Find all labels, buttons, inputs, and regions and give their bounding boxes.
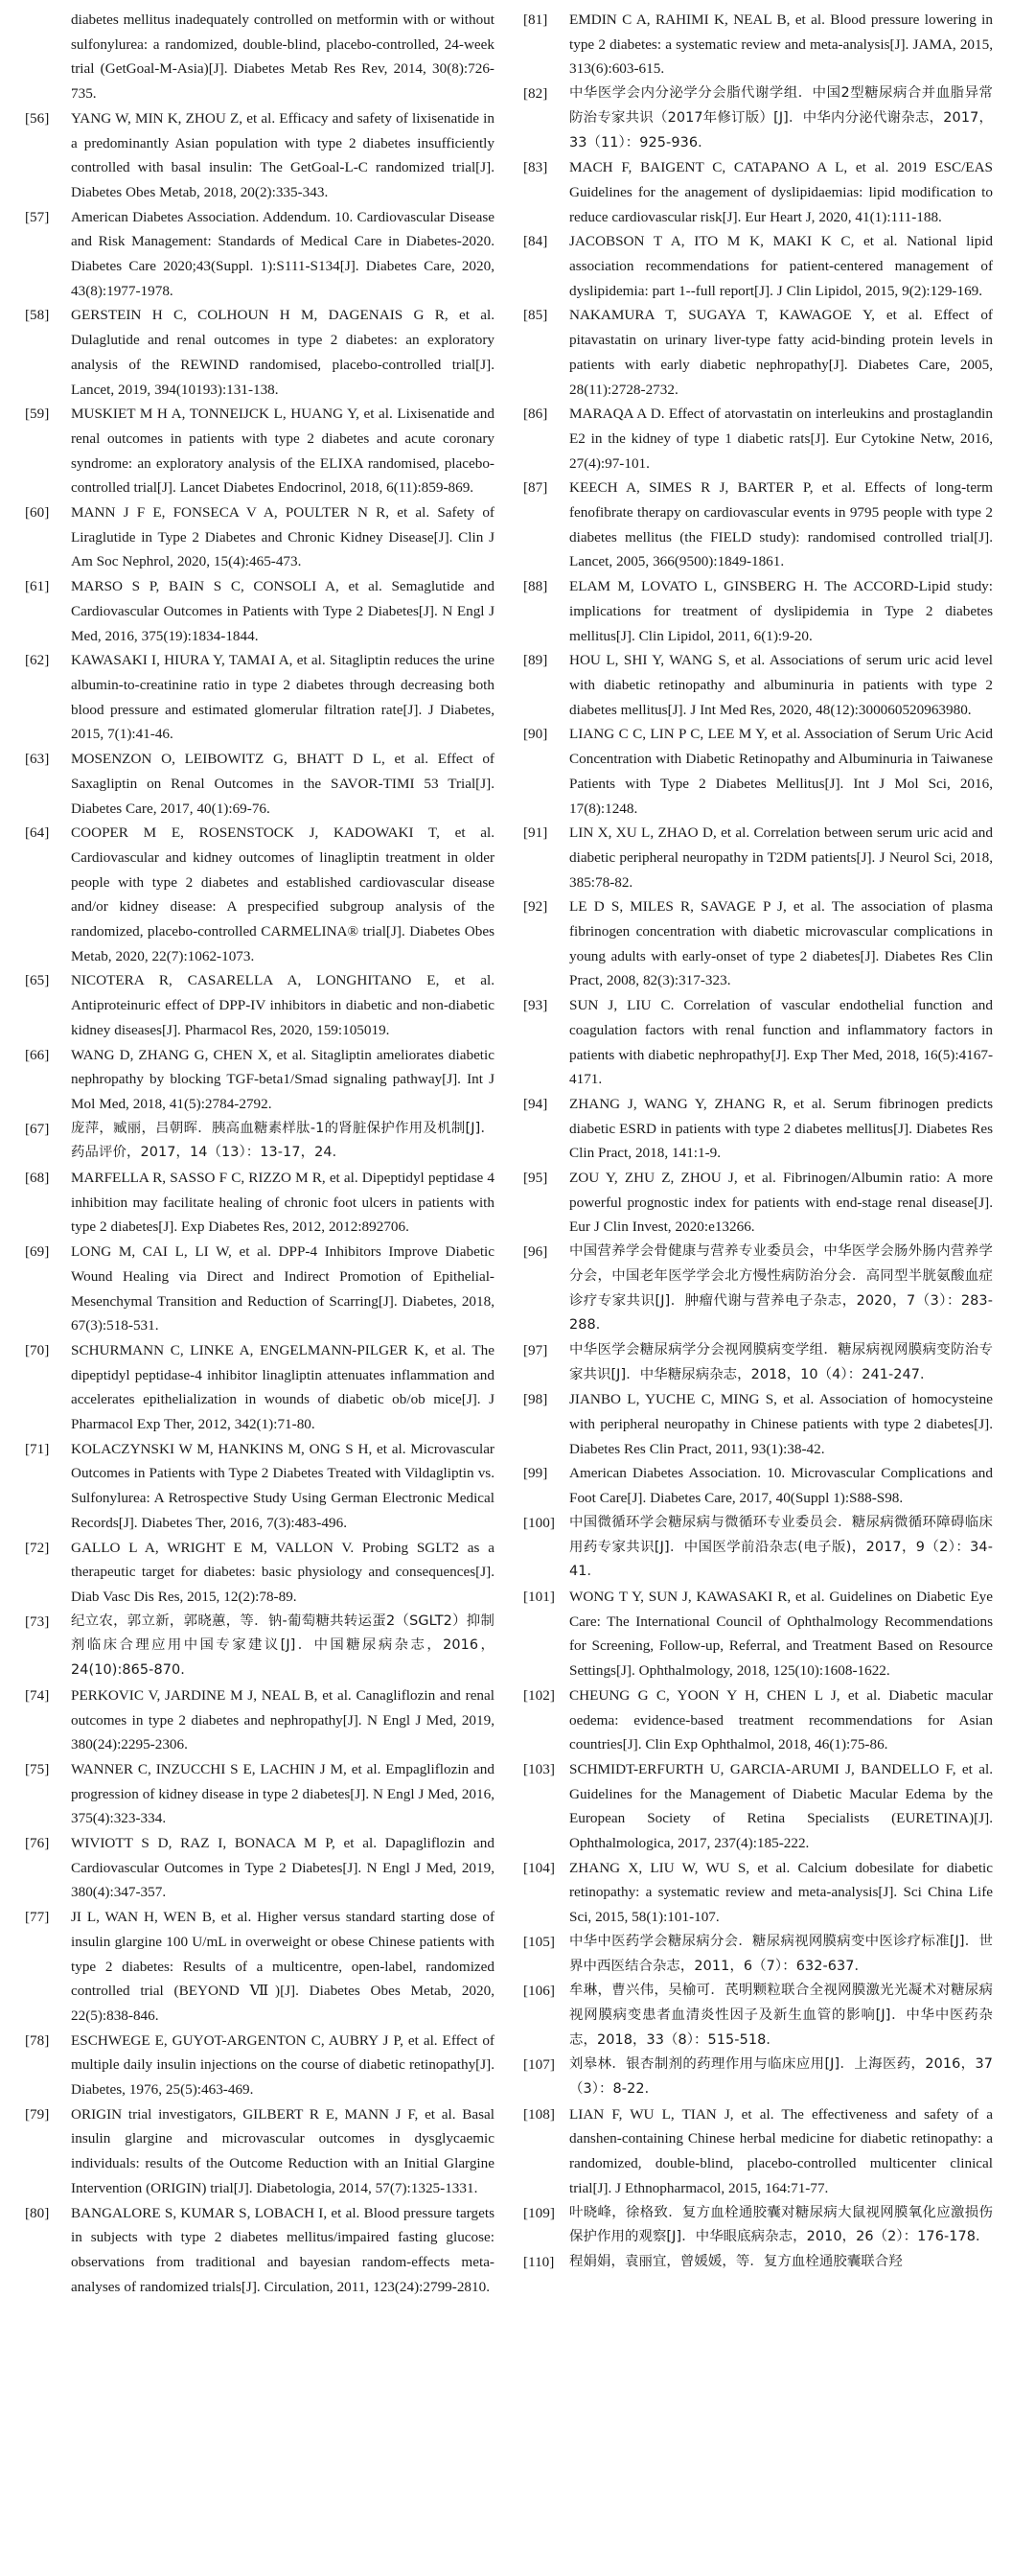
reference-text: NAKAMURA T, SUGAYA T, KAWAGOE Y, et al. Effect of pitavastatin on urinary liver-type fatty acid-binding protein levels in patients with early diabetic nephropathy[J]. Diabetes Care, 2005, 28(11):2728-2732.	[569, 307, 993, 398]
reference-entry	[21, 1166, 494, 1240]
reference-number: [61]	[25, 578, 50, 595]
reference-text: HOU L, SHI Y, WANG S, et al. Associations of serum uric acid level with diabetic retinopathy and albuminuria in patients with type 2 diabetes mellitus[J]. J Int Med Res, 2020, 48(12):300060520963980.	[569, 652, 993, 718]
reference-number: [71]	[25, 1440, 50, 1457]
reference-text: diabetes mellitus inadequately controlled on metformin with or without sulfonylurea: a randomized, double-blind, placebo-controlled, 24-week trial (GetGoal-M-Asia)[J]. Diabetes Metab Res Rev, 2014, 30(8):726-735.	[71, 12, 494, 103]
reference-entry	[21, 1610, 494, 1683]
reference-number: [99]	[523, 1465, 548, 1482]
reference-number: [79]	[25, 2105, 50, 2123]
reference-entry	[519, 1092, 993, 1166]
reference-number: [97]	[523, 1341, 548, 1358]
reference-number: [78]	[25, 2031, 50, 2049]
reference-number: [62]	[25, 652, 50, 669]
reference-entry	[519, 2201, 993, 2250]
reference-number: [70]	[25, 1341, 50, 1358]
reference-number: [82]	[523, 85, 548, 103]
reference-text: MANN J F E, FONSECA V A, POULTER N R, et al. Safety of Liraglutide in Type 2 Diabetes and Chronic Kidney Disease[J]. Clin J Am Soc Nephrol, 2020, 15(4):465-473.	[71, 504, 494, 570]
reference-text: ZOU Y, ZHU Z, ZHOU J, et al. Fibrinogen/Albumin ratio: A more powerful prognostic index for patients with end-stage renal disease[J]. Eur J Clin Invest, 2020:e13266.	[569, 1170, 993, 1236]
reference-text: JIANBO L, YUCHE C, MING S, et al. Association of homocysteine with peripheral neuropathy in Chinese patients with type 2 diabetes[J]. Diabetes Res Clin Pract, 2011, 93(1):38-42.	[569, 1391, 993, 1457]
reference-number: [67]	[25, 1120, 50, 1137]
reference-entry	[519, 821, 993, 894]
reference-text: 叶晓峰，徐格致．复方血栓通胶囊对糖尿病大鼠视网膜氧化应激损伤保护作用的观察[J]．中华眼底病杂志，2010，26（2）：176-178．	[569, 2204, 993, 2245]
reference-entry	[519, 1511, 993, 1585]
reference-entry	[519, 2102, 993, 2201]
reference-number: [63]	[25, 751, 50, 768]
reference-number: [59]	[25, 406, 50, 423]
reference-number: [101]	[523, 1589, 555, 1605]
reference-text: BANGALORE S, KUMAR S, LOBACH I, et al. Blood pressure targets in subjects with type 2 diabetes mellitus/impaired fasting glucose: observations from traditional and bayesian random-effects meta-analyses of randomized trials[J]. Circulation, 2011, 123(24):2799-2810.	[71, 2204, 494, 2295]
reference-entry	[21, 1338, 494, 1437]
reference-text: ESCHWEGE E, GUYOT-ARGENTON C, AUBRY J P, et al. Effect of multiple daily insulin injections on the course of diabetic retinopathy[J]. Diabetes, 1976, 25(5):463-469.	[71, 2031, 494, 2099]
reference-text: MOSENZON O, LEIBOWITZ G, BHATT D L, et al. Effect of Saxagliptin on Renal Outcomes in the SAVOR-TIMI 53 Trial[J]. Diabetes Care, 2017, 40(1):69-76.	[71, 751, 494, 817]
reference-entry	[21, 2201, 494, 2300]
reference-text: CHEUNG G C, YOON Y H, CHEN L J, et al. Diabetic macular oedema: evidence-based treatment recommendations for Asian countries[J]. Clin Exp Ophthalmol, 2018, 46(1):75-86.	[569, 1686, 993, 1753]
reference-text: GALLO L A, WRIGHT E M, VALLON V. Probing SGLT2 as a therapeutic target for diabetes: basic physiology and consequences[J]. Diab Vasc Dis Res, 2015, 12(2):78-89.	[71, 1539, 494, 1605]
reference-text: ZHANG X, LIU W, WU S, et al. Calcium dobesilate for diabetic retinopathy: a systematic review and meta-analysis[J]. Sci China Life Sci, 2015, 58(1):101-107.	[569, 1859, 993, 1926]
reference-text: ORIGIN trial investigators, GILBERT R E, MANN J F, et al. Basal insulin glargine and microvascular outcomes in dysglycaemic individuals: results of the Outcome Reduction with an Initial Glargine Intervention (ORIGIN) trial[J]. Diabetologia, 2014, 57(7):1325-1331.	[71, 2105, 494, 2196]
reference-entry	[21, 8, 494, 106]
reference-entry	[21, 574, 494, 648]
left-column	[21, 8, 494, 2576]
reference-text: 中华医学会糖尿病学分会视网膜病变学组．糖尿病视网膜病变防治专家共识[J]．中华糖尿病杂志，2018，10（4）：241-247．	[569, 1341, 993, 1382]
reference-number: [104]	[523, 1859, 555, 1876]
reference-number: [64]	[25, 824, 50, 842]
reference-entry	[21, 1117, 494, 1166]
reference-text: LE D S, MILES R, SAVAGE P J, et al. The association of plasma fibrinogen concentration with diabetic microvascular complications in young adults with early-onset of type 2 diabetes[J]. Diabetes Res Clin Pract, 2008, 82(3):317-323.	[569, 898, 993, 989]
reference-text: SCHMIDT-ERFURTH U, GARCIA-ARUMI J, BANDELLO F, et al. Guidelines for the Management of Diabetic Macular Edema by the European Society of Retina Specialists (EURETINA)[J]. Ophthalmologica, 2017, 237(4):185-222.	[569, 1760, 993, 1852]
reference-entry	[519, 1683, 993, 1757]
reference-text: MACH F, BAIGENT C, CATAPANO A L, et al. 2019 ESC/EAS Guidelines for the anagement of dyslipidaemias: lipid modification to reduce cardiovascular risk[J]. Eur Heart J, 2020, 41(1):111-188.	[569, 159, 993, 225]
reference-text: COOPER M E, ROSENSTOCK J, KADOWAKI T, et al. Cardiovascular and kidney outcomes of linagliptin treatment in older people with type 2 diabetes and established cardiovascular disease and/or kidney disease: A prespecified subgroup analysis of the randomized, placebo-controlled CARMELINA® trial[J]. Diabetes Obes Metab, 2020, 22(7):1062-1073.	[71, 824, 494, 964]
reference-text: JACOBSON T A, ITO M K, MAKI K C, et al. National lipid association recommendations for patient-centered management of dyslipidemia: part 1--full report[J]. J Clin Lipidol, 2015, 9(2):129-169.	[569, 233, 993, 299]
reference-number: [84]	[523, 233, 548, 250]
reference-entry	[21, 402, 494, 500]
reference-entry	[519, 2250, 993, 2275]
reference-text: MARAQA A D. Effect of atorvastatin on interleukins and prostaglandin E2 in the kidney of type 1 diabetic rats[J]. Eur Cytokine Netw, 2016, 27(4):97-101.	[569, 406, 993, 472]
reference-number: [105]	[523, 1933, 555, 1950]
reference-text: KOLACZYNSKI W M, HANKINS M, ONG S H, et al. Microvascular Outcomes in Patients with Type 2 Diabetes Treated with Vildagliptin vs. Sulfonylurea: A Retrospective Study Using German Electronic Medical Records[J]. Diabetes Ther, 2016, 7(3):483-496.	[71, 1440, 494, 1531]
reference-number: [96]	[523, 1243, 548, 1261]
reference-number: [68]	[25, 1170, 50, 1187]
reference-text: EMDIN C A, RAHIMI K, NEAL B, et al. Blood pressure lowering in type 2 diabetes: a systematic review and meta-analysis[J]. JAMA, 2015, 313(6):603-615.	[569, 12, 993, 78]
reference-number: [60]	[25, 504, 50, 522]
reference-number: [69]	[25, 1243, 50, 1261]
reference-text: 中国微循环学会糖尿病与微循环专业委员会．糖尿病微循环障碍临床用药专家共识[J]．中国医学前沿杂志(电子版)，2017，9（2）：34-41．	[569, 1514, 993, 1580]
reference-entry	[21, 500, 494, 574]
reference-number: [90]	[523, 726, 548, 743]
reference-entry	[21, 648, 494, 747]
reference-text: American Diabetes Association. Addendum. 10. Cardiovascular Disease and Risk Management: Standards of Medical Care in Diabetes-2020. Diabetes Care 2020;43(Suppl. 1):S111-S134[J]. Diabetes Care, 2020, 43(8):1977-1978.	[71, 208, 494, 299]
reference-entry	[21, 1536, 494, 1610]
reference-entry	[519, 155, 993, 229]
reference-number: [94]	[523, 1095, 548, 1112]
reference-number: [98]	[523, 1391, 548, 1408]
reference-text: KEECH A, SIMES R J, BARTER P, et al. Effects of long-term fenofibrate therapy on cardiovascular events in 9795 people with type 2 diabetes mellitus (the FIELD study): randomised controlled trial[J]. Lancet, 2005, 366(9500):1849-1861.	[569, 479, 993, 570]
reference-number: [85]	[523, 307, 548, 324]
reference-text: 牟琳，曹兴伟，吴榆可．芪明颗粒联合全视网膜激光光凝术对糖尿病视网膜病变患者血清炎性因子及新生血管的影响[J]．中华中医药杂志，2018，33（8）：515-518．	[569, 1983, 993, 2048]
reference-text: PERKOVIC V, JARDINE M J, NEAL B, et al. Canagliflozin and renal outcomes in type 2 diabetes and nephropathy[J]. N Engl J Med, 2019, 380(24):2295-2306.	[71, 1686, 494, 1753]
reference-entry	[21, 2102, 494, 2201]
reference-entry	[519, 1166, 993, 1240]
reference-text: 庞萍，臧丽，吕朝晖．胰高血糖素样肽-1的肾脏保护作用及机制[J]．药品评价，2017，14（13）：13-17，24．	[71, 1120, 494, 1161]
reference-entry	[519, 1585, 993, 1683]
reference-entry	[21, 1831, 494, 1905]
reference-text: LIANG C C, LIN P C, LEE M Y, et al. Association of Serum Uric Acid Concentration with Diabetic Retinopathy and Albuminuria in Taiwanese Patients with Type 2 Diabetes Mellitus[J]. Int J Mol Sci, 2016, 17(8):1248.	[569, 726, 993, 817]
reference-text: 中华医学会内分泌学分会脂代谢学组．中国2型糖尿病合并血脂异常防治专家共识（2017年修订版）[J]．中华内分泌代谢杂志，2017，33（11）：925-936．	[569, 85, 993, 151]
reference-text: WONG T Y, SUN J, KAWASAKI R, et al. Guidelines on Diabetic Eye Care: The International Council of Ophthalmology Recommendations for Screening, Follow-up, Referral, and Treatment Based on Resource Settings[J]. Ophthalmology, 2018, 125(10):1608-1622.	[569, 1589, 993, 1680]
reference-number: [66]	[25, 1046, 50, 1063]
reference-entry	[519, 574, 993, 648]
reference-text: KAWASAKI I, HIURA Y, TAMAI A, et al. Sitagliptin reduces the urine albumin-to-creatinine ratio in type 2 diabetes through decreasing both blood pressure and estimated glomerular filtration rate[J]. J Diabetes, 2015, 7(1):41-46.	[71, 652, 494, 743]
reference-text: SUN J, LIU C. Correlation of vascular endothelial function and coagulation factors with renal function and inflammatory factors in patients with diabetic nephropathy[J]. Exp Ther Med, 2018, 16(5):4167-4171.	[569, 997, 993, 1088]
reference-text: MARFELLA R, SASSO F C, RIZZO M R, et al. Dipeptidyl peptidase 4 inhibition may facilitate healing of chronic foot ulcers in patients with type 2 diabetes[J]. Exp Diabetes Res, 2012, 2012:892706.	[71, 1170, 494, 1236]
reference-entry	[21, 747, 494, 821]
reference-number: [91]	[523, 824, 548, 842]
reference-text: NICOTERA R, CASARELLA A, LONGHITANO E, et al. Antiproteinuric effect of DPP-IV inhibitors in diabetic and non-diabetic kidney diseases[J]. Pharmacol Res, 2020, 159:105019.	[71, 972, 494, 1038]
reference-entry	[519, 722, 993, 821]
reference-number: [77]	[25, 1909, 50, 1926]
reference-entry	[519, 993, 993, 1092]
reference-text: ELAM M, LOVATO L, GINSBERG H. The ACCORD-Lipid study: implications for treatment of dyslipidemia in Type 2 diabetes mellitus[J]. Clin Lipidol, 2011, 6(1):9-20.	[569, 578, 993, 644]
reference-number: [106]	[523, 1983, 555, 2000]
reference-entry	[519, 303, 993, 402]
reference-entry	[21, 205, 494, 304]
reference-number: [58]	[25, 307, 50, 324]
reference-number: [80]	[25, 2204, 50, 2221]
reference-entry	[519, 648, 993, 722]
reference-number: [88]	[523, 578, 548, 595]
reference-number: [74]	[25, 1686, 50, 1704]
reference-entry	[519, 2053, 993, 2101]
reference-number: [89]	[523, 652, 548, 669]
reference-number: [108]	[523, 2105, 555, 2123]
reference-text: American Diabetes Association. 10. Microvascular Complications and Foot Care[J]. Diabetes Care, 2017, 40(Suppl 1):S88-S98.	[569, 1465, 993, 1507]
reference-entry	[21, 1240, 494, 1338]
reference-number: [110]	[523, 2253, 555, 2270]
reference-text: MUSKIET M H A, TONNEIJCK L, HUANG Y, et al. Lixisenatide and renal outcomes in patients with type 2 diabetes and acute coronary syndrome: an exploratory analysis of the ELIXA randomised, placebo-controlled trial[J]. Lancet Diabetes Endocrinol, 2018, 6(11):859-869.	[71, 406, 494, 497]
reference-text: WIVIOTT S D, RAZ I, BONACA M P, et al. Dapagliflozin and Cardiovascular Outcomes in Type 2 Diabetes[J]. N Engl J Med, 2019, 380(4):347-357.	[71, 1835, 494, 1901]
reference-number: [95]	[523, 1170, 548, 1187]
reference-entry	[21, 1757, 494, 1831]
reference-text: LIN X, XU L, ZHAO D, et al. Correlation between serum uric acid and diabetic peripheral neuropathy in T2DM patients[J]. J Neurol Sci, 2018, 385:78-82.	[569, 824, 993, 891]
reference-entry	[21, 303, 494, 402]
reference-text: 程娟娟，袁丽宜，曾媛媛，等．复方血栓通胶囊联合羟	[569, 2253, 903, 2269]
reference-entry	[21, 1683, 494, 1757]
reference-text: JI L, WAN H, WEN B, et al. Higher versus standard starting dose of insulin glargine 100 U/mL in overweight or obese Chinese patients with type 2 diabetes: Results of a multicentre, open-label, randomized controlled trial (BEYOND Ⅶ)[J]. Diabetes Obes Metab, 2020, 22(5):838-846.	[71, 1909, 494, 2024]
reference-number: [75]	[25, 1760, 50, 1777]
right-column	[519, 8, 993, 2576]
reference-entry	[519, 1930, 993, 1979]
reference-entry	[519, 1461, 993, 1510]
reference-entry	[21, 2029, 494, 2102]
reference-entry	[519, 1338, 993, 1387]
reference-entry	[519, 402, 993, 476]
reference-entry	[519, 1757, 993, 1856]
reference-number: [56]	[25, 109, 50, 127]
reference-entry	[21, 106, 494, 205]
reference-number: [72]	[25, 1539, 50, 1556]
reference-entry	[21, 1043, 494, 1117]
reference-text: 中华中医药学会糖尿病分会．糖尿病视网膜病变中医诊疗标准[J]．世界中西医结合杂志，2011，6（7）：632-637．	[569, 1933, 993, 1974]
reference-entry	[21, 968, 494, 1042]
reference-entry	[519, 229, 993, 303]
reference-number: [83]	[523, 159, 548, 176]
reference-number: [65]	[25, 972, 50, 989]
reference-text: YANG W, MIN K, ZHOU Z, et al. Efficacy and safety of lixisenatide in a predominantly Asian population with type 2 diabetes insufficiently controlled with basal insulin: The GetGoal-L-C randomized trial[J]. Diabetes Obes Metab, 2018, 20(2):335-343.	[71, 109, 494, 200]
reference-number: [76]	[25, 1835, 50, 1852]
reference-text: GERSTEIN H C, COLHOUN H M, DAGENAIS G R, et al. Dulaglutide and renal outcomes in type 2 diabetes: an exploratory analysis of the REWIND randomised, placebo-controlled trial[J]. Lancet, 2019, 394(10193):131-138.	[71, 307, 494, 398]
reference-entry	[519, 8, 993, 81]
reference-text: WANNER C, INZUCCHI S E, LACHIN J M, et al. Empagliflozin and progression of kidney disease in type 2 diabetes[J]. N Engl J Med, 2016, 375(4):323-334.	[71, 1760, 494, 1827]
reference-entry	[519, 81, 993, 155]
reference-number: [109]	[523, 2204, 555, 2221]
reference-text: WANG D, ZHANG G, CHEN X, et al. Sitagliptin ameliorates diabetic nephropathy by blocking TGF-beta1/Smad signaling pathway[J]. Int J Mol Med, 2018, 41(5):2784-2792.	[71, 1046, 494, 1112]
reference-entry	[519, 1856, 993, 1930]
reference-number: [103]	[523, 1760, 555, 1777]
reference-text: 刘皋林．银杏制剂的药理作用与临床应用[J]．上海医药，2016，37（3）：8-22．	[569, 2056, 993, 2098]
reference-entry	[519, 894, 993, 993]
reference-entry	[21, 1437, 494, 1536]
reference-number: [81]	[523, 12, 548, 28]
reference-number: [92]	[523, 898, 548, 916]
reference-number: [86]	[523, 406, 548, 423]
reference-number: [100]	[523, 1514, 555, 1531]
reference-text: LONG M, CAI L, LI W, et al. DPP-4 Inhibitors Improve Diabetic Wound Healing via Direct and Indirect Promotion of Epithelial-Mesenchymal Transition and Reduction of Scarring[J]. Diabetes, 2018, 67(3):518-531.	[71, 1243, 494, 1334]
reference-text: SCHURMANN C, LINKE A, ENGELMANN-PILGER K, et al. The dipeptidyl peptidase-4 inhibitor linagliptin attenuates inflammation and accelerates epithelialization in wounds of diabetic ob/ob mice[J]. J Pharmacol Exp Ther, 2012, 342(1):71-80.	[71, 1341, 494, 1433]
reference-entry	[519, 476, 993, 574]
reference-text: LIAN F, WU L, TIAN J, et al. The effectiveness and safety of a danshen-containing Chinese herbal medicine for diabetic retinopathy: a randomized, double-blind, placebo-controlled multicenter clinical trial[J]. J Ethnopharmacol, 2015, 164:71-77.	[569, 2105, 993, 2196]
reference-number: [107]	[523, 2056, 555, 2074]
reference-number: [93]	[523, 997, 548, 1014]
reference-number: [87]	[523, 479, 548, 497]
reference-text: MARSO S P, BAIN S C, CONSOLI A, et al. Semaglutide and Cardiovascular Outcomes in Patients with Type 2 Diabetes[J]. N Engl J Med, 2016, 375(19):1834-1844.	[71, 578, 494, 644]
reference-entry	[519, 1240, 993, 1338]
reference-entry	[21, 1905, 494, 2029]
reference-entry	[519, 1387, 993, 1461]
reference-number: [57]	[25, 208, 50, 225]
reference-text: ZHANG J, WANG Y, ZHANG R, et al. Serum fibrinogen predicts diabetic ESRD in patients with type 2 diabetes mellitus[J]. Diabetes Res Clin Pract, 2018, 141:1-9.	[569, 1095, 993, 1162]
reference-entry	[21, 821, 494, 968]
reference-text: 中国营养学会骨健康与营养专业委员会，中华医学会肠外肠内营养学分会，中国老年医学学会北方慢性病防治分会．高同型半胱氨酸血症诊疗专家共识[J]．肿瘤代谢与营养电子杂志，2020，7（3）：283-288．	[569, 1243, 993, 1334]
reference-number: [73]	[25, 1613, 50, 1630]
reference-number: [102]	[523, 1686, 555, 1704]
reference-entry	[519, 1979, 993, 2053]
reference-text: 纪立农，郭立新，郭晓蕙，等．钠-葡萄糖共转运蛋2（SGLT2）抑制剂临床合理应用中国专家建议[J]．中国糖尿病杂志，2016，24(10):865-870.	[71, 1613, 494, 1679]
